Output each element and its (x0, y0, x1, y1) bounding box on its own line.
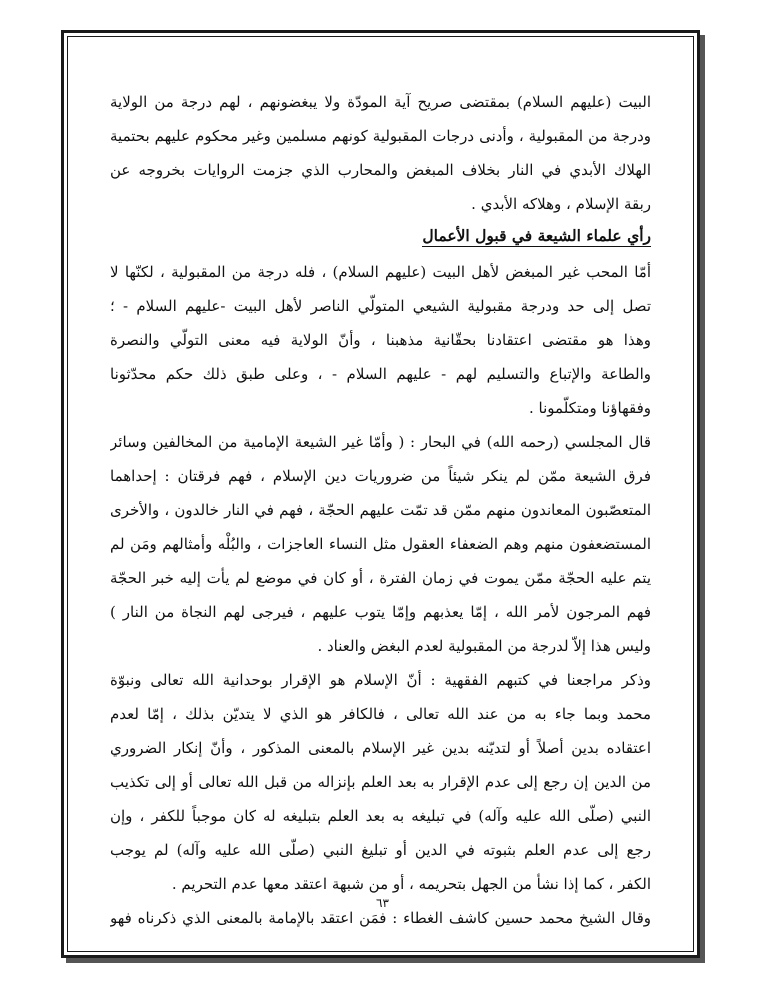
text-line: محمد وبما جاء به من عند الله تعالى ، فالكافر هو الذي لا يتديّن بذلك ، إمّا لعدم (110, 705, 651, 723)
text-line: وهذا هو مقتضى اعتقادنا بحقّانية مذهبنا ، وأنّ الولاية فيه معنى التولّي والنصرة (110, 331, 651, 349)
text-line: يتم عليه الحجّة ممّن يموت في زمان الفترة ، أو كان في موضع لم يأت إليه خبر الحجّة (110, 569, 651, 587)
text-line: فرق الشيعة ممّن لم ينكر شيئاً من ضروريات دين الإسلام ، فهم فرقتان : إحداهما (110, 467, 651, 485)
text-line: تصل إلى حد ودرجة مقبولية الشيعي المتولّي الناصر لأهل البيت -عليهم السلام - ؛ (110, 297, 651, 315)
text-line: رجع إلى عدم العلم بثبوته في الدين أو تبليغ النبي (صلّى الله عليه وآله) لم يوجب (110, 841, 651, 859)
text-line: من الدين إن رجع إلى عدم الإقرار به بعد العلم بإنزاله من قبل الله تعالى أو إلى تكذيب (110, 773, 651, 791)
paragraph-2 (110, 255, 651, 425)
text-line: النبي (صلّى الله عليه وآله) في تبليغه به بعد العلم بتبليغه له كان موجباً للكفر ، وإن (110, 807, 651, 825)
paragraph-4 (110, 663, 651, 901)
text-line: وليس هذا إلاّ لدرجة من المقبولية لعدم البغض والعناد . (317, 637, 651, 655)
text-line: ودرجة من المقبولية ، وأدنى درجات المقبولية كونهم مسلمين وغير محكوم عليهم بحتمية (110, 127, 651, 145)
text-line: المستضعفون منهم وهم الضعفاء العقول مثل النساء العاجزات ، والبُلْه وأمثالهم ومَن لم (110, 535, 651, 553)
page-body (110, 85, 651, 935)
page-frame (61, 30, 700, 958)
paragraph-1 (110, 85, 651, 221)
text-line: اعتقاده بدين أصلاً أو لتديّنه بدين غير الإسلام بالمعنى المذكور ، وأنّ إنكار الضروري (110, 739, 651, 757)
text-line: وقال الشيخ محمد حسين كاشف الغطاء : فمَن اعتقد بالإمامة بالمعنى الذي ذكرناه فهو (110, 909, 651, 927)
section-heading-text: رأي علماء الشيعة في قبول الأعمال (422, 226, 651, 245)
paragraph-3 (110, 425, 651, 663)
text-line: ربقة الإسلام ، وهلاكه الأبدي . (471, 195, 651, 213)
text-line: أمّا المحب غير المبغض لأهل البيت (عليهم السلام) ، فله درجة من المقبولية ، لكنّها لا (110, 263, 651, 281)
text-line: وذكر مراجعنا في كتبهم الفقهية : أنّ الإسلام هو الإقرار بوحدانية الله تعالى ونبوّة (110, 671, 651, 689)
text-line: والطاعة والإتباع والتسليم لهم - عليهم السلام - ، وعلى طبق ذلك حكم محدّثونا (110, 365, 651, 383)
text-line: وفقهاؤنا ومتكلّمونا . (529, 399, 651, 417)
text-line: الهلاك الأبدي في النار بخلاف المبغض والمحارب الذي جزمت الروايات بخروجه عن (110, 161, 651, 179)
text-line: قال المجلسي (رحمه الله) في البحار : ( وأمّا غير الشيعة الإمامية من المخالفين وسائر (110, 433, 651, 451)
page-number: ٦٣ (376, 896, 389, 910)
section-heading (110, 221, 651, 255)
text-line: فهم المرجون لأمر الله ، إمّا يعذبهم وإمّا يتوب عليهم ، فيرجى لهم النجاة من النار ) (110, 603, 651, 621)
text-line: الكفر ، كما إذا نشأ من الجهل بتحريمه ، أو من شبهة اعتقد معها عدم التحريم . (171, 875, 651, 893)
text-line: المتعصّبون المعاندون منهم ممّن قد تمّت عليهم الحجّة ، فهم في النار خالدون ، والأخرى (110, 501, 651, 519)
text-line: البيت (عليهم السلام) بمقتضى صريح آية المودّة ولا يبغضونهم ، لهم درجة من الولاية (110, 93, 651, 111)
